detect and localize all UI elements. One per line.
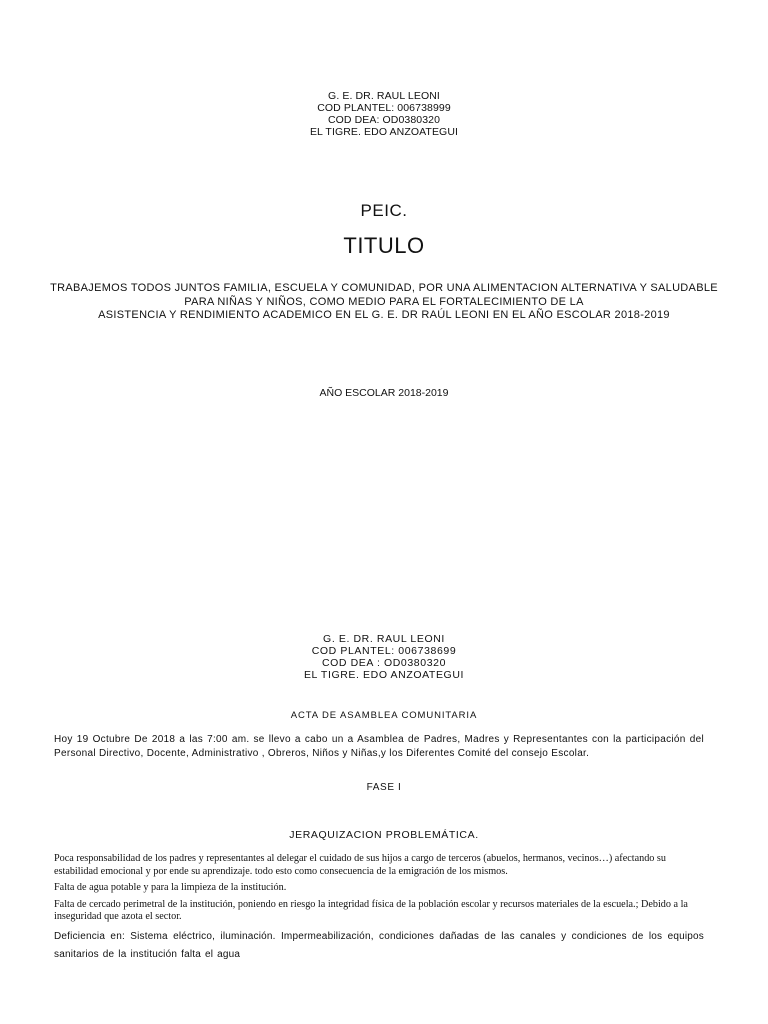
acta-heading: ACTA DE ASAMBLEA COMUNITARIA [290, 710, 478, 721]
project-title-line: TRABAJEMOS TODOS JUNTOS FAMILIA, ESCUELA Y COMUNIDAD, POR UNA ALIMENTACION ALTERNATIVA Y SALUDABLE [50, 282, 718, 294]
problem-item: Poca responsabilidad de los padres y representantes al delegar el cuidado de sus hijos a cargo de terceros (abuelos, hermanos, vecinos…) afectando su estabilidad emocional y por ende su aprendizaje. todo esto como consecuencia de la emigración de los mismos. [54, 853, 666, 877]
school-plantel-code: COD PLANTEL: 006738999 [317, 102, 451, 114]
school-dea-code: COD DEA : OD0380320 [321, 657, 447, 669]
peic-label: PEIC. [360, 201, 408, 220]
problem-item: Falta de cercado perimetral de la institución, poniendo en riesgo la integridad física de la población escolar y recursos materiales de la escuela.; Debido a la inseguridad que azota el sector. [54, 898, 688, 922]
school-header-bottom [0, 633, 768, 681]
school-name: G. E. DR. RAUL LEONI [328, 90, 440, 102]
problem-item: Falta de agua potable y para la limpieza de la institución. [54, 882, 287, 893]
school-location: EL TIGRE. EDO ANZOATEGUI [309, 126, 459, 138]
titulo-label: TITULO [343, 233, 425, 258]
acta-body: Hoy 19 Octubre De 2018 a las 7:00 am. se llevo a cabo un a Asamblea de Padres, Madres y Representantes con la participación del Personal Directivo, Docente, Administrativo , Obreros, Niños y Niñas,y los Diferentes Comité del consejo Escolar. [54, 734, 704, 759]
problem-item: Deficiencia en: Sistema eléctrico, iluminación. Impermeabilización, condiciones dañadas de las canales y condiciones de los equipos sanitarios de la institución falta el agua [54, 930, 704, 960]
school-dea-code: COD DEA: OD0380320 [327, 114, 441, 126]
school-name: G. E. DR. RAUL LEONI [323, 633, 445, 645]
problem-hierarchy-heading: JERAQUIZACION PROBLEMÁTICA. [289, 829, 479, 841]
fase-heading: FASE I [366, 782, 402, 793]
project-title-line: PARA NIÑAS Y NIÑOS, COMO MEDIO PARA EL FORTALECIMIENTO DE LA [184, 295, 584, 308]
school-year: AÑO ESCOLAR 2018-2019 [319, 387, 449, 399]
school-plantel-code: COD PLANTEL: 006738699 [311, 645, 457, 657]
school-header-top [0, 90, 768, 138]
school-location: EL TIGRE. EDO ANZOATEGUI [303, 669, 465, 681]
project-title-line: ASISTENCIA Y RENDIMIENTO ACADEMICO EN EL G. E. DR RAÚL LEONI EN EL AÑO ESCOLAR 2018-2019 [98, 309, 670, 321]
problem-list [54, 853, 704, 964]
project-title [0, 282, 768, 323]
